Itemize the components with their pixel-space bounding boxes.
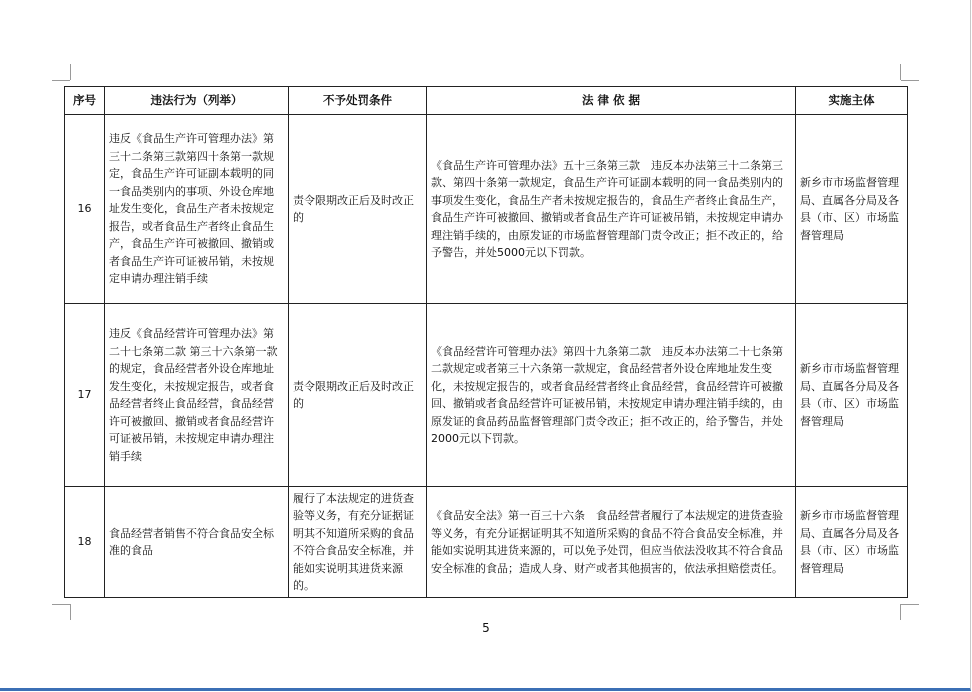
row-number: 16 bbox=[65, 115, 105, 304]
condition-cell: 责令限期改正后及时改正的 bbox=[289, 304, 427, 487]
violation-cell: 食品经营者销售不符合食品安全标准的食品 bbox=[105, 487, 289, 598]
row-number: 17 bbox=[65, 304, 105, 487]
crop-mark-top-right-h bbox=[901, 80, 919, 81]
table-row bbox=[65, 304, 908, 487]
enforcement-body-cell: 新乡市市场监督管理局、直属各分局及各县（市、区）市场监督管理局 bbox=[796, 487, 908, 598]
legal-basis-cell: 《食品生产许可管理办法》五十三条第三款 违反本办法第三十二条第三款、第四十条第一款规定，食品生产许可证副本载明的同一食品类别内的事项发生变化，食品生产者未按规定报告的，食品生产者终止食品生产，食品生产许可被撤回、撤销或者食品生产许可证被吊销，未按规定申请办理注销手续的，由原发证的市场监督管理部门责令改正；拒不改正的，给予警告，并处5000元以下罚款。 bbox=[427, 115, 796, 304]
page-number: 5 bbox=[482, 621, 490, 635]
crop-mark-bottom-left-h bbox=[52, 604, 70, 605]
crop-mark-bottom-right-v bbox=[900, 604, 901, 620]
enforcement-body-cell: 新乡市市场监督管理局、直属各分局及各县（市、区）市场监督管理局 bbox=[796, 115, 908, 304]
legal-basis-cell: 《食品经营许可管理办法》第四十九条第二款 违反本办法第二十七条第二款规定或者第三十六条第一款规定，食品经营者外设仓库地址发生变化，未按规定报告的，或者食品经营者终止食品经营，食品经营许可被撤回、撤销或者食品经营许可证被吊销，未按规定申请办理注销手续的，由原发证的食品药品监督管理部门责令改正；拒不改正的，给予警告，并处2000元以下罚款。 bbox=[427, 304, 796, 487]
crop-mark-bottom-left-v bbox=[70, 604, 71, 620]
header-legal-basis: 法 律 依 据 bbox=[427, 87, 796, 115]
condition-cell: 履行了本法规定的进货查验等义务，有充分证据证明其不知道所采购的食品不符合食品安全标准，并能如实说明其进货来源的。 bbox=[289, 487, 427, 598]
table-header-row bbox=[65, 87, 908, 115]
crop-mark-top-left-h bbox=[52, 80, 70, 81]
crop-mark-top-right-v bbox=[900, 64, 901, 80]
header-exemption-condition: 不予处罚条件 bbox=[289, 87, 427, 115]
violation-cell: 违反《食品生产许可管理办法》第三十二条第三款第四十条第一款规定，食品生产许可证副本载明的同一食品类别内的事项、外设仓库地址发生变化，食品生产者未按规定报告，或者食品生产者终止食品生产，食品生产许可被撤回、撤销或者食品生产许可证被吊销，未按规定申请办理注销手续 bbox=[105, 115, 289, 304]
crop-mark-top-left-v bbox=[70, 64, 71, 80]
row-number: 18 bbox=[65, 487, 105, 598]
violation-cell: 违反《食品经营许可管理办法》第二十七条第二款 第三十六条第一款的规定，食品经营者外设仓库地址发生变化，未按规定报告，或者食品经营者终止食品经营，食品经营许可被撤回、撤销或者食品经营许可证被吊销，未按规定申请办理注销手续 bbox=[105, 304, 289, 487]
condition-cell: 责令限期改正后及时改正的 bbox=[289, 115, 427, 304]
legal-basis-cell: 《食品安全法》第一百三十六条 食品经营者履行了本法规定的进货查验等义务，有充分证据证明其不知道所采购的食品不符合食品安全标准，并能如实说明其进货来源的，可以免予处罚，但应当依法没收其不符合食品安全标准的食品；造成人身、财产或者其他损害的，依法承担赔偿责任。 bbox=[427, 487, 796, 598]
header-violation: 违法行为（列举） bbox=[105, 87, 289, 115]
header-enforcement-body: 实施主体 bbox=[796, 87, 908, 115]
table-row bbox=[65, 487, 908, 598]
crop-mark-bottom-right-h bbox=[901, 604, 919, 605]
enforcement-body-cell: 新乡市市场监督管理局、直属各分局及各县（市、区）市场监督管理局 bbox=[796, 304, 908, 487]
header-no: 序号 bbox=[65, 87, 105, 115]
table-row bbox=[65, 115, 908, 304]
penalty-exemption-table bbox=[64, 86, 908, 598]
